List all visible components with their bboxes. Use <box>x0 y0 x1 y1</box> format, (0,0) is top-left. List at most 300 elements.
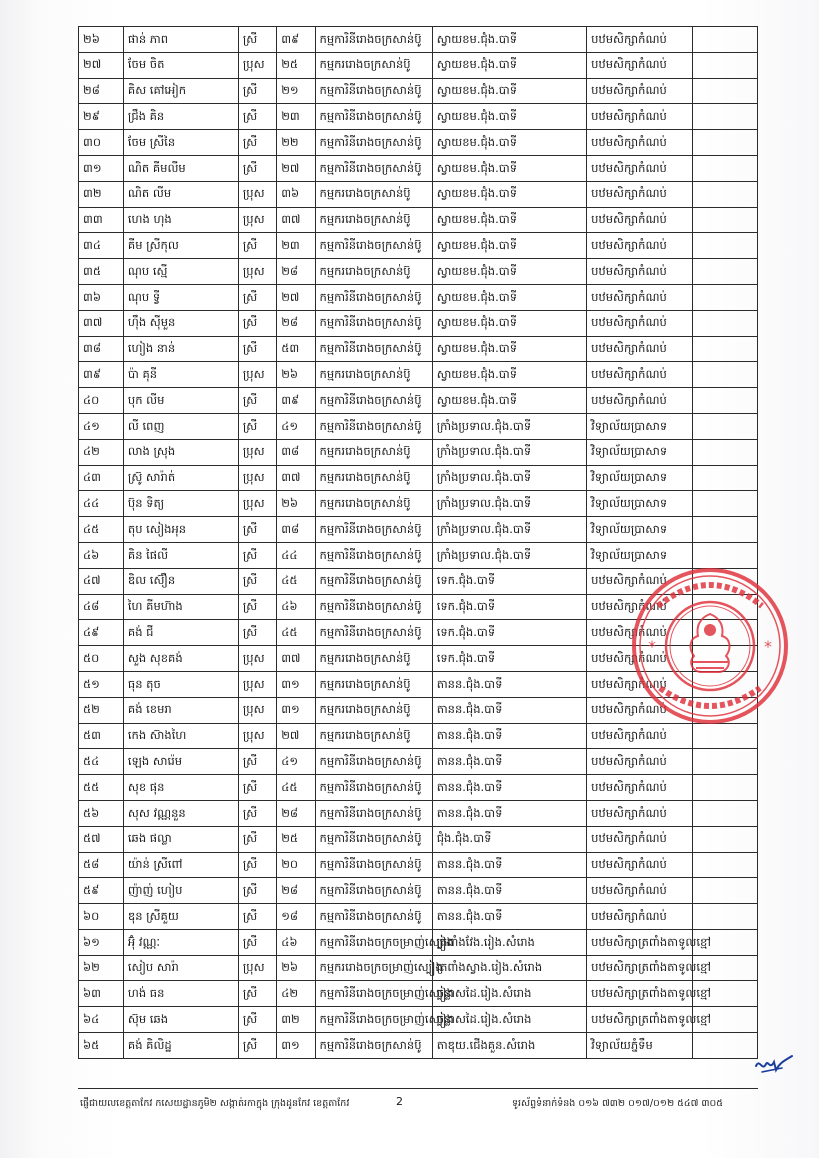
blank-cell <box>693 27 758 53</box>
blank-cell <box>693 130 758 156</box>
age-cell: ២៨ <box>277 878 315 904</box>
education-cell: បឋមសិក្សាកំណប់ <box>587 826 693 852</box>
blank-cell <box>693 310 758 336</box>
residence-cell: ក្រាំងប្រទាល.ជុំង.បាទី <box>432 439 586 465</box>
table-row <box>79 388 758 414</box>
sex-cell: ស្រី <box>238 1033 276 1059</box>
residence-cell: ស្វាយខម.ជុំង.បាទី <box>432 130 586 156</box>
sex-cell: ស្រី <box>238 929 276 955</box>
blank-cell <box>693 852 758 878</box>
residence-cell: តានន.ជុំង.បាទី <box>432 749 586 775</box>
occupation-cell: កម្មការិនីរោងចក្រសាន់ប៊ូ <box>315 130 432 156</box>
person-name-cell: ណិត លីម <box>123 181 238 207</box>
occupation-cell: កម្មការិនីរោងចក្រសាន់ប៊ូ <box>315 284 432 310</box>
blank-cell <box>693 800 758 826</box>
age-cell: ២៣ <box>277 233 315 259</box>
residence-cell: ក្រាំងប្រទាល.ជុំង.បាទី <box>432 517 586 543</box>
person-name-cell: ហង់ ធន <box>123 981 238 1007</box>
age-cell: ២១ <box>277 78 315 104</box>
row-number-cell: ៣៦ <box>79 284 124 310</box>
residence-cell: តានន.ជុំង.បាទី <box>432 852 586 878</box>
person-name-cell: ហ៊ឹង ស៊ីមួន <box>123 310 238 336</box>
occupation-cell: កម្មការិនីរោងចក្រសាន់ប៊ូ <box>315 388 432 414</box>
row-number-cell: ៣៥ <box>79 259 124 285</box>
education-cell: បឋមសិក្សាកំណប់ <box>587 27 693 53</box>
table-row <box>79 723 758 749</box>
education-cell: បឋមសិក្សាកំណប់ <box>587 800 693 826</box>
row-number-cell: ៤៦ <box>79 542 124 568</box>
residence-cell: ស្វាយខម.ជុំង.បាទី <box>432 233 586 259</box>
age-cell: ៣៧ <box>277 207 315 233</box>
table-row <box>79 929 758 955</box>
residence-cell: ស្វាយខម.ជុំង.បាទី <box>432 104 586 130</box>
person-name-cell: លី ពេញ <box>123 413 238 439</box>
age-cell: ៣៩ <box>277 388 315 414</box>
age-cell: ១៨ <box>277 904 315 930</box>
table-row <box>79 904 758 930</box>
person-name-cell: ហេង ហុង <box>123 207 238 233</box>
person-name-cell: ចែម ស្រីនៃ <box>123 130 238 156</box>
row-number-cell: ៥១ <box>79 671 124 697</box>
sex-cell: ស្រី <box>238 852 276 878</box>
age-cell: ៣៧ <box>277 646 315 672</box>
occupation-cell: កម្មការិនីរោងចក្រចម្រាញ់ស្បៀង <box>315 1007 432 1033</box>
sex-cell: ស្រី <box>238 981 276 1007</box>
occupation-cell: កម្មការិនីរោងចក្រសាន់ប៊ូ <box>315 78 432 104</box>
svg-text:*: * <box>648 637 656 656</box>
age-cell: ២៧ <box>277 723 315 749</box>
blank-cell <box>693 904 758 930</box>
table-row <box>79 78 758 104</box>
occupation-cell: កម្មកររោងចក្រសាន់ប៊ូ <box>315 362 432 388</box>
education-cell: បឋមសិក្សាត្រពាំងតាទូលខ្មៅ <box>587 1007 693 1033</box>
person-name-cell: បុក លីម <box>123 388 238 414</box>
row-number-cell: ២៧ <box>79 52 124 78</box>
education-cell: វិទ្យាល័យប្រាសាទ <box>587 517 693 543</box>
education-cell: បឋមសិក្សាកំណប់ <box>587 336 693 362</box>
table-row <box>79 413 758 439</box>
table-row <box>79 517 758 543</box>
person-name-cell: ស្រ៊ូ សារ៉ាត់ <box>123 465 238 491</box>
sex-cell: ប្រុស <box>238 491 276 517</box>
occupation-cell: កម្មការិនីរោងចក្រសាន់ប៊ូ <box>315 775 432 801</box>
row-number-cell: ៣១ <box>79 155 124 181</box>
roster-body <box>79 27 758 1059</box>
table-row <box>79 852 758 878</box>
education-cell: បឋមសិក្សាកំណប់ <box>587 104 693 130</box>
sex-cell: ស្រី <box>238 826 276 852</box>
residence-cell: តានន.ជុំង.បាទី <box>432 775 586 801</box>
sex-cell: ស្រី <box>238 517 276 543</box>
age-cell: ៣១ <box>277 697 315 723</box>
table-row <box>79 284 758 310</box>
official-seal-stamp <box>630 566 790 726</box>
residence-cell: តានន.ជុំង.បាទី <box>432 697 586 723</box>
svg-text:*: * <box>764 637 772 656</box>
age-cell: ៣១ <box>277 1033 315 1059</box>
blank-cell <box>693 723 758 749</box>
occupation-cell: កម្មកររោងចក្រសាន់ប៊ូ <box>315 697 432 723</box>
person-name-cell: សុខ ផុន <box>123 775 238 801</box>
age-cell: ២៨ <box>277 310 315 336</box>
occupation-cell: កម្មកររោងចក្រចម្រាញ់ស្បៀង <box>315 955 432 981</box>
residence-cell: ទេក.ជុំង.បាទី <box>432 620 586 646</box>
age-cell: ២៧ <box>277 284 315 310</box>
occupation-cell: កម្មការិនីរោងចក្រសាន់ប៊ូ <box>315 27 432 53</box>
age-cell: ២៦ <box>277 955 315 981</box>
person-name-cell: ចែម ចិត <box>123 52 238 78</box>
occupation-cell: កម្មការិនីរោងចក្រចម្រាញ់ស្បៀង <box>315 981 432 1007</box>
age-cell: ៣៨ <box>277 439 315 465</box>
occupation-cell: កម្មការិនីរោងចក្រសាន់ប៊ូ <box>315 878 432 904</box>
residence-cell: ក្រាំងប្រទាល.ជុំង.បាទី <box>432 491 586 517</box>
person-name-cell: គង់ ជី <box>123 620 238 646</box>
person-name-cell: សួង សុខគង់ <box>123 646 238 672</box>
occupation-cell: កម្មកររោងចក្រសាន់ប៊ូ <box>315 671 432 697</box>
residence-cell: ស្វាយខម.ជុំង.បាទី <box>432 27 586 53</box>
table-row <box>79 775 758 801</box>
row-number-cell: ២៩ <box>79 104 124 130</box>
person-name-cell: ញ៉ាញ់ ហៀប <box>123 878 238 904</box>
education-cell: បឋមសិក្សាកំណប់ <box>587 723 693 749</box>
age-cell: ៣៩ <box>277 27 315 53</box>
row-number-cell: ៥៤ <box>79 749 124 775</box>
person-name-cell: គង់ គិលិដ្ឋ <box>123 1033 238 1059</box>
person-name-cell: ជ្រឹង គិន <box>123 104 238 130</box>
occupation-cell: កម្មការិនីរោងចក្រសាន់ប៊ូ <box>315 594 432 620</box>
table-row <box>79 362 758 388</box>
education-cell: បឋមសិក្សាកំណប់ <box>587 310 693 336</box>
age-cell: ២៣ <box>277 104 315 130</box>
age-cell: ៣១ <box>277 671 315 697</box>
occupation-cell: កម្មការិនីរោងចក្រសាន់ប៊ូ <box>315 800 432 826</box>
occupation-cell: កម្មការិនីរោងចក្រចម្រាញ់ស្បៀង <box>315 929 432 955</box>
age-cell: ៤១ <box>277 413 315 439</box>
person-name-cell: ផាន់ ភាព <box>123 27 238 53</box>
residence-cell: ចន្លាសដៃ.រៀង.សំរោង <box>432 1007 586 1033</box>
occupation-cell: កម្មកររោងចក្រសាន់ប៊ូ <box>315 439 432 465</box>
age-cell: ២៥ <box>277 826 315 852</box>
blank-cell <box>693 775 758 801</box>
row-number-cell: ៤៣ <box>79 465 124 491</box>
education-cell: វិទ្យាល័យប្រាសាទ <box>587 439 693 465</box>
person-name-cell: ឌុន ស្រីគួយ <box>123 904 238 930</box>
footer-phone: ទូរស័ព្ទទំនាក់ទំនង ០១៦ ៧៣២ ០១៧/០១២ ៥៤៧ ៣០៥ <box>512 1098 723 1109</box>
sex-cell: ស្រី <box>238 749 276 775</box>
sex-cell: ស្រី <box>238 800 276 826</box>
row-number-cell: ៣២ <box>79 181 124 207</box>
blank-cell <box>693 749 758 775</box>
person-name-cell: លាង ស្រុង <box>123 439 238 465</box>
row-number-cell: ៣៩ <box>79 362 124 388</box>
person-name-cell: តុប សៀងអុន <box>123 517 238 543</box>
sex-cell: ស្រី <box>238 78 276 104</box>
residence-cell: ទេក.ជុំង.បាទី <box>432 646 586 672</box>
sex-cell: ស្រី <box>238 310 276 336</box>
age-cell: ៤២ <box>277 981 315 1007</box>
education-cell: បឋមសិក្សាកំណប់ <box>587 233 693 259</box>
occupation-cell: កម្មការិនីរោងចក្រសាន់ប៊ូ <box>315 413 432 439</box>
education-cell: បឋមសិក្សាកំណប់ <box>587 904 693 930</box>
sex-cell: ប្រុស <box>238 465 276 491</box>
table-row <box>79 310 758 336</box>
table-row <box>79 465 758 491</box>
row-number-cell: ៤៤ <box>79 491 124 517</box>
education-cell: វិទ្យាល័យប្រាសាទ <box>587 413 693 439</box>
blank-cell <box>693 826 758 852</box>
footer-divider <box>78 1088 758 1089</box>
occupation-cell: កម្មកររោងចក្រសាន់ប៊ូ <box>315 491 432 517</box>
table-row <box>79 439 758 465</box>
occupation-cell: កម្មកររោងចក្រសាន់ប៊ូ <box>315 52 432 78</box>
person-name-cell: ឡេង សារ៉េម <box>123 749 238 775</box>
residence-cell: ស្វាយខម.ជុំង.បាទី <box>432 155 586 181</box>
age-cell: ៥៣ <box>277 336 315 362</box>
occupation-cell: កម្មការិនីរោងចក្រសាន់ប៊ូ <box>315 904 432 930</box>
residence-cell: ត្រពាំងស្វាង.រៀង.សំរោង <box>432 955 586 981</box>
roster-table <box>78 26 758 1059</box>
table-row <box>79 233 758 259</box>
blank-cell <box>693 878 758 904</box>
sex-cell: ប្រុស <box>238 671 276 697</box>
age-cell: ៤៥ <box>277 775 315 801</box>
row-number-cell: ៣០ <box>79 130 124 156</box>
education-cell: បឋមសិក្សាកំណប់ <box>587 775 693 801</box>
table-row <box>79 878 758 904</box>
person-name-cell: សៀប សារ៉ា <box>123 955 238 981</box>
education-cell: បឋមសិក្សាត្រពាំងតាទូលខ្មៅ <box>587 981 693 1007</box>
age-cell: ៤៥ <box>277 568 315 594</box>
row-number-cell: ៥៥ <box>79 775 124 801</box>
occupation-cell: កម្មកររោងចក្រសាន់ប៊ូ <box>315 465 432 491</box>
sex-cell: ស្រី <box>238 233 276 259</box>
age-cell: ២៨ <box>277 800 315 826</box>
sex-cell: ប្រុស <box>238 646 276 672</box>
education-cell: បឋមសិក្សាកំណប់ <box>587 181 693 207</box>
blank-cell <box>693 155 758 181</box>
education-cell: បឋមសិក្សាកំណប់ <box>587 362 693 388</box>
residence-cell: តានន.ជុំង.បាទី <box>432 723 586 749</box>
residence-cell: ស្វាយខម.ជុំង.បាទី <box>432 284 586 310</box>
row-number-cell: ៥៦ <box>79 800 124 826</box>
page-number: 2 <box>396 1095 403 1108</box>
residence-cell: ក្រាំងប្រទាល.ជុំង.បាទី <box>432 465 586 491</box>
blank-cell <box>693 259 758 285</box>
blank-cell <box>693 104 758 130</box>
sex-cell: ប្រុស <box>238 207 276 233</box>
person-name-cell: គង់ ខេមរា <box>123 697 238 723</box>
person-name-cell: ធុន តុច <box>123 671 238 697</box>
person-name-cell: ឌិល ស៊ឿន <box>123 568 238 594</box>
education-cell: បឋមសិក្សាកំណប់ <box>587 130 693 156</box>
residence-cell: ស្វាយខម.ជុំង.បាទី <box>432 310 586 336</box>
occupation-cell: កម្មកររោងចក្រសាន់ប៊ូ <box>315 259 432 285</box>
education-cell: បឋមសិក្សាកំណប់ <box>587 749 693 775</box>
residence-cell: តានន.ជុំង.បាទី <box>432 800 586 826</box>
table-row <box>79 749 758 775</box>
sex-cell: ស្រី <box>238 130 276 156</box>
row-number-cell: ៥០ <box>79 646 124 672</box>
residence-cell: ស្វាយខម.ជុំង.បាទី <box>432 362 586 388</box>
sex-cell: ស្រី <box>238 388 276 414</box>
residence-cell: ត្រពាំងវែង.រៀង.សំរោង <box>432 929 586 955</box>
blank-cell <box>693 517 758 543</box>
age-cell: ២៥ <box>277 52 315 78</box>
age-cell: ៤៦ <box>277 594 315 620</box>
person-name-cell: ប៊ុន ទិត្យ <box>123 491 238 517</box>
education-cell: វិទ្យាល័យភ្នំទឹម <box>587 1033 693 1059</box>
occupation-cell: កម្មកររោងចក្រសាន់ប៊ូ <box>315 723 432 749</box>
row-number-cell: ២៨ <box>79 78 124 104</box>
residence-cell: ក្រាំងប្រទាល.ជុំង.បាទី <box>432 542 586 568</box>
occupation-cell: កម្មកររោងចក្រសាន់ប៊ូ <box>315 646 432 672</box>
person-name-cell: ណុប ស្មើ <box>123 259 238 285</box>
blank-cell <box>693 181 758 207</box>
table-row <box>79 336 758 362</box>
sex-cell: ប្រុស <box>238 697 276 723</box>
occupation-cell: កម្មការិនីរោងចក្រសាន់ប៊ូ <box>315 749 432 775</box>
row-number-cell: ៣៣ <box>79 207 124 233</box>
occupation-cell: កម្មការិនីរោងចក្រសាន់ប៊ូ <box>315 542 432 568</box>
education-cell: វិទ្យាល័យប្រាសាទ <box>587 491 693 517</box>
education-cell: បឋមសិក្សាកំណប់ <box>587 620 693 646</box>
blank-cell <box>693 233 758 259</box>
row-number-cell: ៥៧ <box>79 826 124 852</box>
residence-cell: ស្វាយខម.ជុំង.បាទី <box>432 388 586 414</box>
blank-cell <box>693 52 758 78</box>
blank-cell <box>693 413 758 439</box>
education-cell: វិទ្យាល័យប្រាសាទ <box>587 465 693 491</box>
education-cell: បឋមសិក្សាកំណប់ <box>587 207 693 233</box>
table-row <box>79 955 758 981</box>
footer-address: ផ្ញើជាយលខេត្តតាកែវ កសេយដ្ឋានភូមិ២ សង្កាត់រកាក្នុង ក្រុងដូនកែវ ខេត្តតាកែវ <box>80 1098 350 1109</box>
row-number-cell: ៤៨ <box>79 594 124 620</box>
sex-cell: ប្រុស <box>238 362 276 388</box>
sex-cell: ប្រុស <box>238 955 276 981</box>
age-cell: ២៨ <box>277 259 315 285</box>
table-row <box>79 155 758 181</box>
row-number-cell: ៥៣ <box>79 723 124 749</box>
age-cell: ៣៦ <box>277 181 315 207</box>
residence-cell: ស្វាយខម.ជុំង.បាទី <box>432 336 586 362</box>
sex-cell: ប្រុស <box>238 181 276 207</box>
person-name-cell: គិន ផៃលី <box>123 542 238 568</box>
residence-cell: ស្វាយខម.ជុំង.បាទី <box>432 78 586 104</box>
row-number-cell: ៣៧ <box>79 310 124 336</box>
person-name-cell: កេង ស៊ាងហៃ <box>123 723 238 749</box>
sex-cell: ស្រី <box>238 1007 276 1033</box>
occupation-cell: កម្មការិនីរោងចក្រសាន់ប៊ូ <box>315 1033 432 1059</box>
table-row <box>79 826 758 852</box>
person-name-cell: ប៉ា គុនី <box>123 362 238 388</box>
blank-cell <box>693 439 758 465</box>
occupation-cell: កម្មការិនីរោងចក្រសាន់ប៊ូ <box>315 155 432 181</box>
age-cell: ៤៦ <box>277 929 315 955</box>
age-cell: ២៧ <box>277 155 315 181</box>
education-cell: បឋមសិក្សាត្រពាំងតាទូលខ្មៅ <box>587 929 693 955</box>
table-row <box>79 981 758 1007</box>
residence-cell: ជុំង.ជុំង.បាទី <box>432 826 586 852</box>
education-cell: បឋមសិក្សាកំណប់ <box>587 78 693 104</box>
blank-cell <box>693 336 758 362</box>
row-number-cell: ៦១ <box>79 929 124 955</box>
occupation-cell: កម្មការិនីរោងចក្រសាន់ប៊ូ <box>315 568 432 594</box>
blank-cell <box>693 284 758 310</box>
residence-cell: ទេក.ជុំង.បាទី <box>432 568 586 594</box>
sex-cell: ស្រី <box>238 594 276 620</box>
person-name-cell: ហៃ គីមហ៊ាង <box>123 594 238 620</box>
occupation-cell: កម្មការិនីរោងចក្រសាន់ប៊ូ <box>315 336 432 362</box>
age-cell: ៤១ <box>277 749 315 775</box>
row-number-cell: ៦២ <box>79 955 124 981</box>
signature-mark <box>752 1052 796 1078</box>
education-cell: វិទ្យាល័យប្រាសាទ <box>587 542 693 568</box>
age-cell: ៣៧ <box>277 465 315 491</box>
residence-cell: ស្វាយខម.ជុំង.បាទី <box>432 207 586 233</box>
row-number-cell: ៦៣ <box>79 981 124 1007</box>
age-cell: ២២ <box>277 130 315 156</box>
person-name-cell: អ៊ុំ វណ្ណៈ <box>123 929 238 955</box>
person-name-cell: ស៊ុម ឆេង <box>123 1007 238 1033</box>
age-cell: ៤៤ <box>277 542 315 568</box>
residence-cell: តានន.ជុំង.បាទី <box>432 671 586 697</box>
row-number-cell: ៤២ <box>79 439 124 465</box>
sex-cell: ស្រី <box>238 878 276 904</box>
sex-cell: ស្រី <box>238 620 276 646</box>
person-name-cell: សុស វណ្ណនួន <box>123 800 238 826</box>
row-number-cell: ៥៨ <box>79 852 124 878</box>
row-number-cell: ៤០ <box>79 388 124 414</box>
blank-cell <box>693 465 758 491</box>
row-number-cell: ៤១ <box>79 413 124 439</box>
residence-cell: តានន.ជុំង.បាទី <box>432 878 586 904</box>
sex-cell: ស្រី <box>238 284 276 310</box>
education-cell: បឋមសិក្សាកំណប់ <box>587 388 693 414</box>
sex-cell: ប្រុស <box>238 439 276 465</box>
sex-cell: ស្រី <box>238 413 276 439</box>
table-row <box>79 104 758 130</box>
table-row <box>79 181 758 207</box>
education-cell: បឋមសិក្សាកំណប់ <box>587 852 693 878</box>
age-cell: ២៦ <box>277 491 315 517</box>
row-number-cell: ៥៩ <box>79 878 124 904</box>
residence-cell: តានន.ជុំង.បាទី <box>432 904 586 930</box>
education-cell: បឋមសិក្សាត្រពាំងតាទូលខ្មៅ <box>587 955 693 981</box>
education-cell: បឋមសិក្សាកំណប់ <box>587 52 693 78</box>
row-number-cell: ៥២ <box>79 697 124 723</box>
sex-cell: ស្រី <box>238 542 276 568</box>
person-name-cell: ណុប ទ្វី <box>123 284 238 310</box>
person-name-cell: យ៉ាន់ ស្រីពៅ <box>123 852 238 878</box>
table-row <box>79 542 758 568</box>
residence-cell: ស្វាយខម.ជុំង.បាទី <box>432 259 586 285</box>
table-row <box>79 491 758 517</box>
blank-cell <box>693 78 758 104</box>
education-cell: បឋមសិក្សាកំណប់ <box>587 697 693 723</box>
row-number-cell: ៣៤ <box>79 233 124 259</box>
age-cell: ៤៥ <box>277 620 315 646</box>
education-cell: បឋមសិក្សាកំណប់ <box>587 155 693 181</box>
row-number-cell: ៤៧ <box>79 568 124 594</box>
sex-cell: ស្រី <box>238 775 276 801</box>
occupation-cell: កម្មកររោងចក្រសាន់ប៊ូ <box>315 181 432 207</box>
education-cell: បឋមសិក្សាកំណប់ <box>587 671 693 697</box>
residence-cell: ចន្លាសដៃ.រៀង.សំរោង <box>432 981 586 1007</box>
residence-cell: តាឌុយ.ជើងគួន.សំរោង <box>432 1033 586 1059</box>
row-number-cell: ៦៥ <box>79 1033 124 1059</box>
row-number-cell: ៦៤ <box>79 1007 124 1033</box>
residence-cell: ស្វាយខម.ជុំង.បាទី <box>432 52 586 78</box>
